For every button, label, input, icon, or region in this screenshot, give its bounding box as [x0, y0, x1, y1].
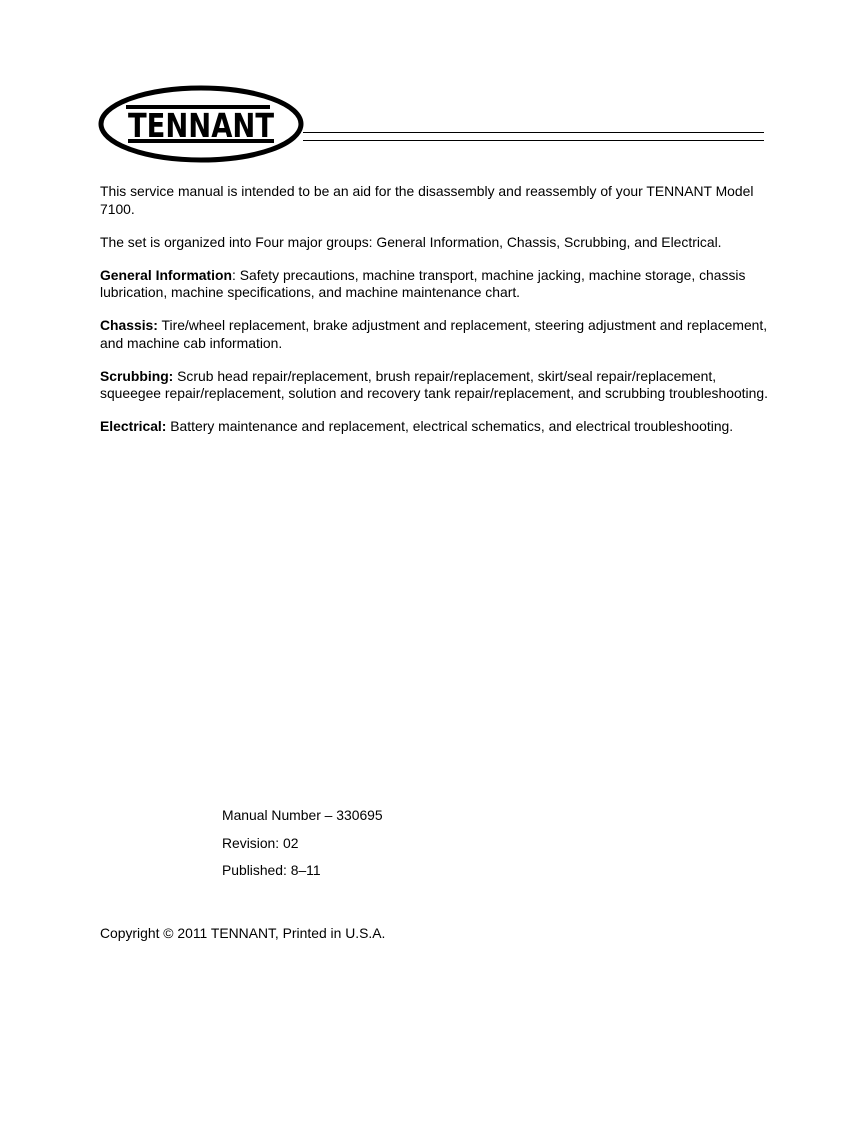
group-description: Safety precautions, machine transport, machine jacking, machine storage, chassis lubrication, machine specifications, and machine maintenance chart.	[100, 266, 746, 300]
group-description: Scrub head repair/replacement, brush repair/replacement, skirt/seal repair/replacement, squeegee repair/replacement, solution and recovery tank repair/replacement, and scrubbing troubleshooting.	[100, 367, 768, 401]
copyright-notice: Copyright © 2011 TENNANT, Printed in U.S.A.	[100, 925, 386, 941]
manual-number: Manual Number – 330695	[222, 807, 383, 823]
header-rule-bottom	[303, 140, 764, 141]
group-title: Scrubbing:	[100, 367, 174, 384]
group-description: Battery maintenance and replacement, electrical schematics, and electrical troubleshooting.	[166, 418, 734, 434]
group-title: Chassis:	[100, 317, 158, 333]
group-chassis	[100, 317, 768, 352]
logo-wordmark: TENNANT	[128, 106, 275, 145]
manual-description	[100, 183, 768, 451]
header-rule-top	[303, 132, 764, 133]
tennant-logo	[98, 85, 304, 163]
group-scrubbing	[100, 368, 768, 403]
groups-summary-paragraph: The set is organized into Four major groups: General Information, Chassis, Scrubbing, and Electrical.	[100, 233, 722, 250]
manual-metadata	[222, 807, 383, 890]
group-title: Electrical:	[100, 418, 167, 434]
group-description: Tire/wheel replacement, brake adjustment and replacement, steering adjustment and replacement, and machine cab information.	[100, 317, 768, 351]
intro-paragraph: This service manual is intended to be an aid for the disassembly and reassembly of your TENNANT Model 7100.	[100, 183, 754, 217]
group-title-separator: :	[231, 266, 236, 283]
group-electrical	[100, 418, 768, 436]
published-date: Published: 8–11	[222, 862, 321, 878]
group-general-information	[100, 267, 768, 302]
revision: Revision: 02	[222, 834, 299, 851]
group-title: General Information	[100, 266, 232, 283]
